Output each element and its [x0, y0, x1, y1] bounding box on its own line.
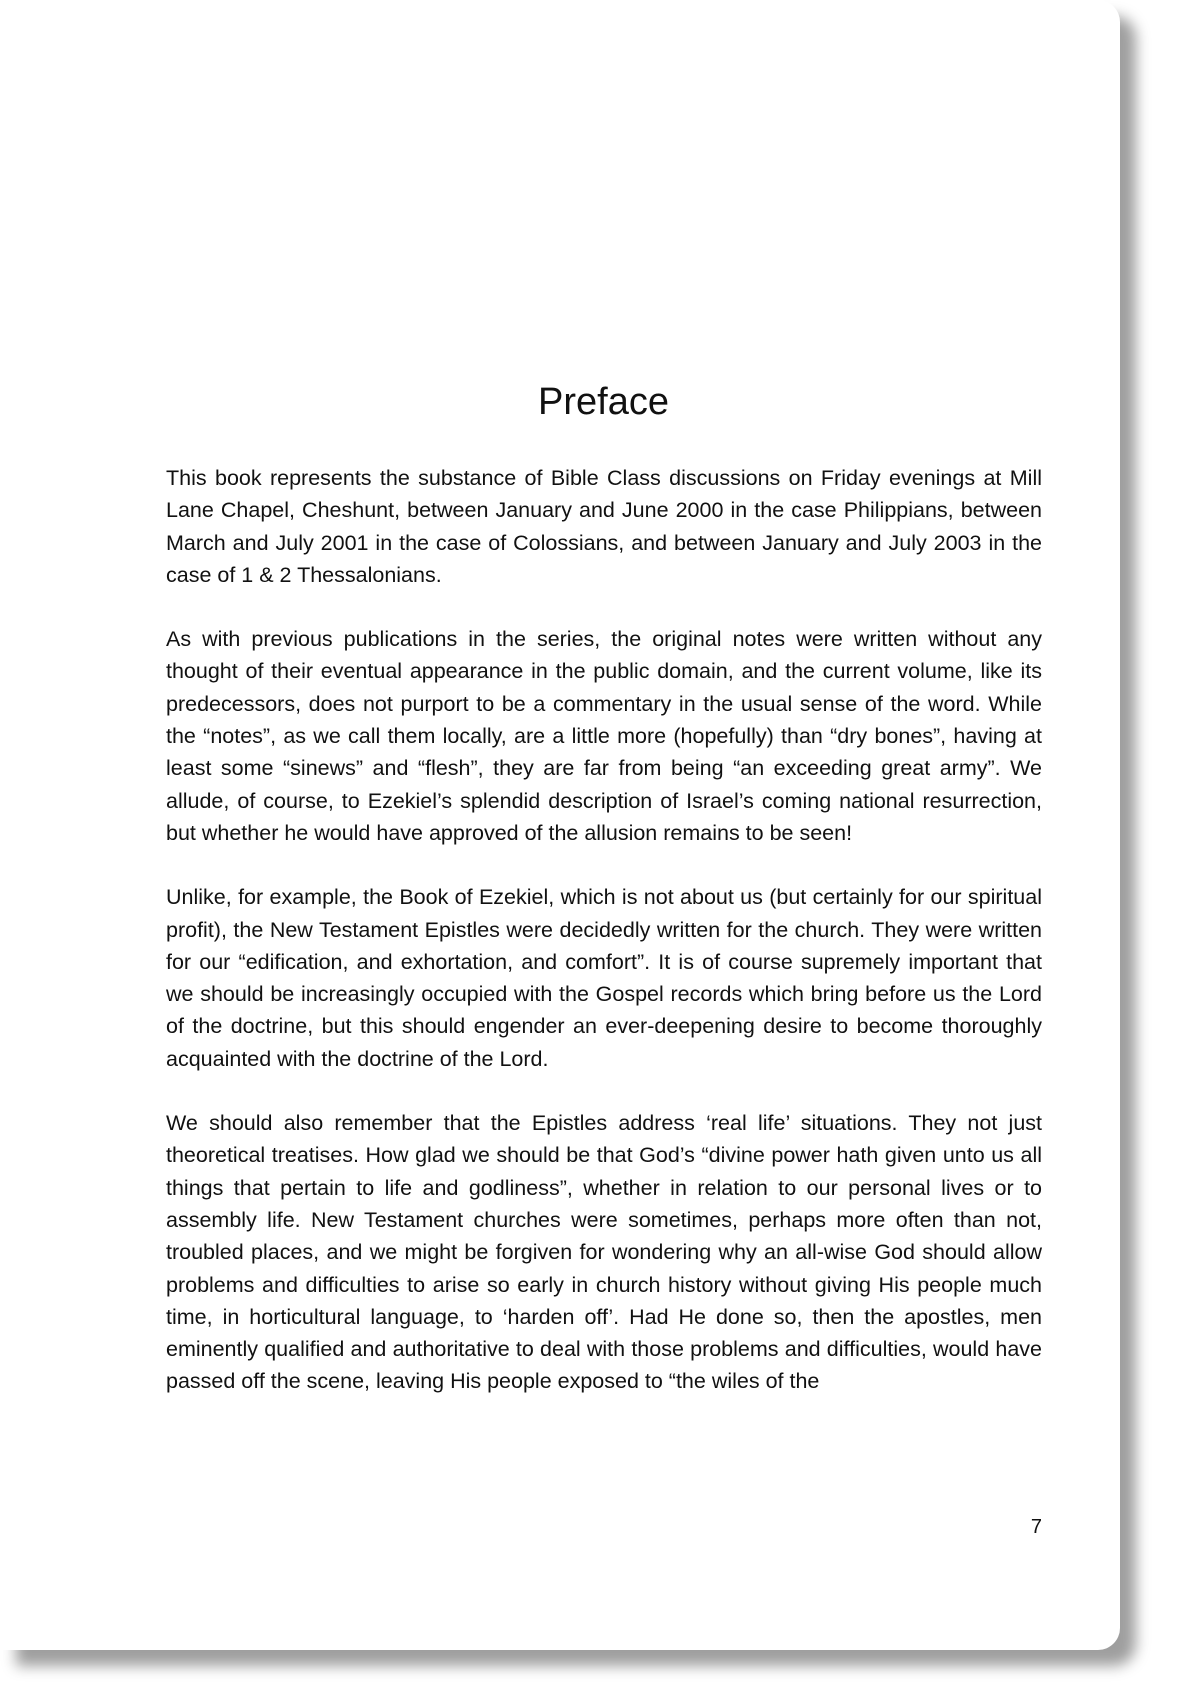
paragraph-4: We should also remember that the Epistles address ‘real life’ situations. They not just theoretical treatises. How glad we should be that God’s “divine power hath given unto us all things that pertain to life and godliness”, whether in relation to our personal lives or to assembly life. New Testament churches were sometimes, perhaps more often than not, troubled places, and we might be forgiven for wondering why an all-wise God should allow problems and difficulties to arise so early in church history without giving His people much time, in horticultural language, to ‘harden off’. Had He done so, then the apostles, men eminently qualified and authoritative to deal with those problems and difficulties, would have passed off the scene, leaving His people exposed to “the wiles of the: [166, 1111, 1042, 1394]
page-number: 7: [1030, 1516, 1042, 1538]
paragraph-1: This book represents the substance of Bible Class discussions on Friday evenings at Mill Lane Chapel, Cheshunt, between January and June 2000 in the case Philippians, between March and July 2001 in the case of Colossians, and between January and July 2003 in the case of 1 & 2 Thessalonians.: [166, 466, 1042, 587]
paragraph-2: As with previous publications in the series, the original notes were written without any thought of their eventual appearance in the public domain, and the current volume, like its predecessors, does not purport to be a commentary in the usual sense of the word. While the “notes”, as we call them locally, are a little more (hopefully) than “dry bones”, having at least some “sinews” and “flesh”, they are far from being “an exceeding great army”. We allude, of course, to Ezekiel’s splendid description of Israel’s coming national resurrection, but whether he would have approved of the allusion remains to be seen!: [166, 627, 1042, 845]
body-text: [166, 462, 1042, 1430]
page-title: Preface: [538, 381, 669, 423]
paragraph-3: Unlike, for example, the Book of Ezekiel, which is not about us (but certainly for our spiritual profit), the New Testament Epistles were decidedly written for the church. They were written for our “edification, and exhortation, and comfort”. It is of course supremely important that we should be increasingly occupied with the Gospel records which bring before us the Lord of the doctrine, but this should engender an ever-deepening desire to become thoroughly acquainted with the doctrine of the Lord.: [166, 885, 1042, 1071]
